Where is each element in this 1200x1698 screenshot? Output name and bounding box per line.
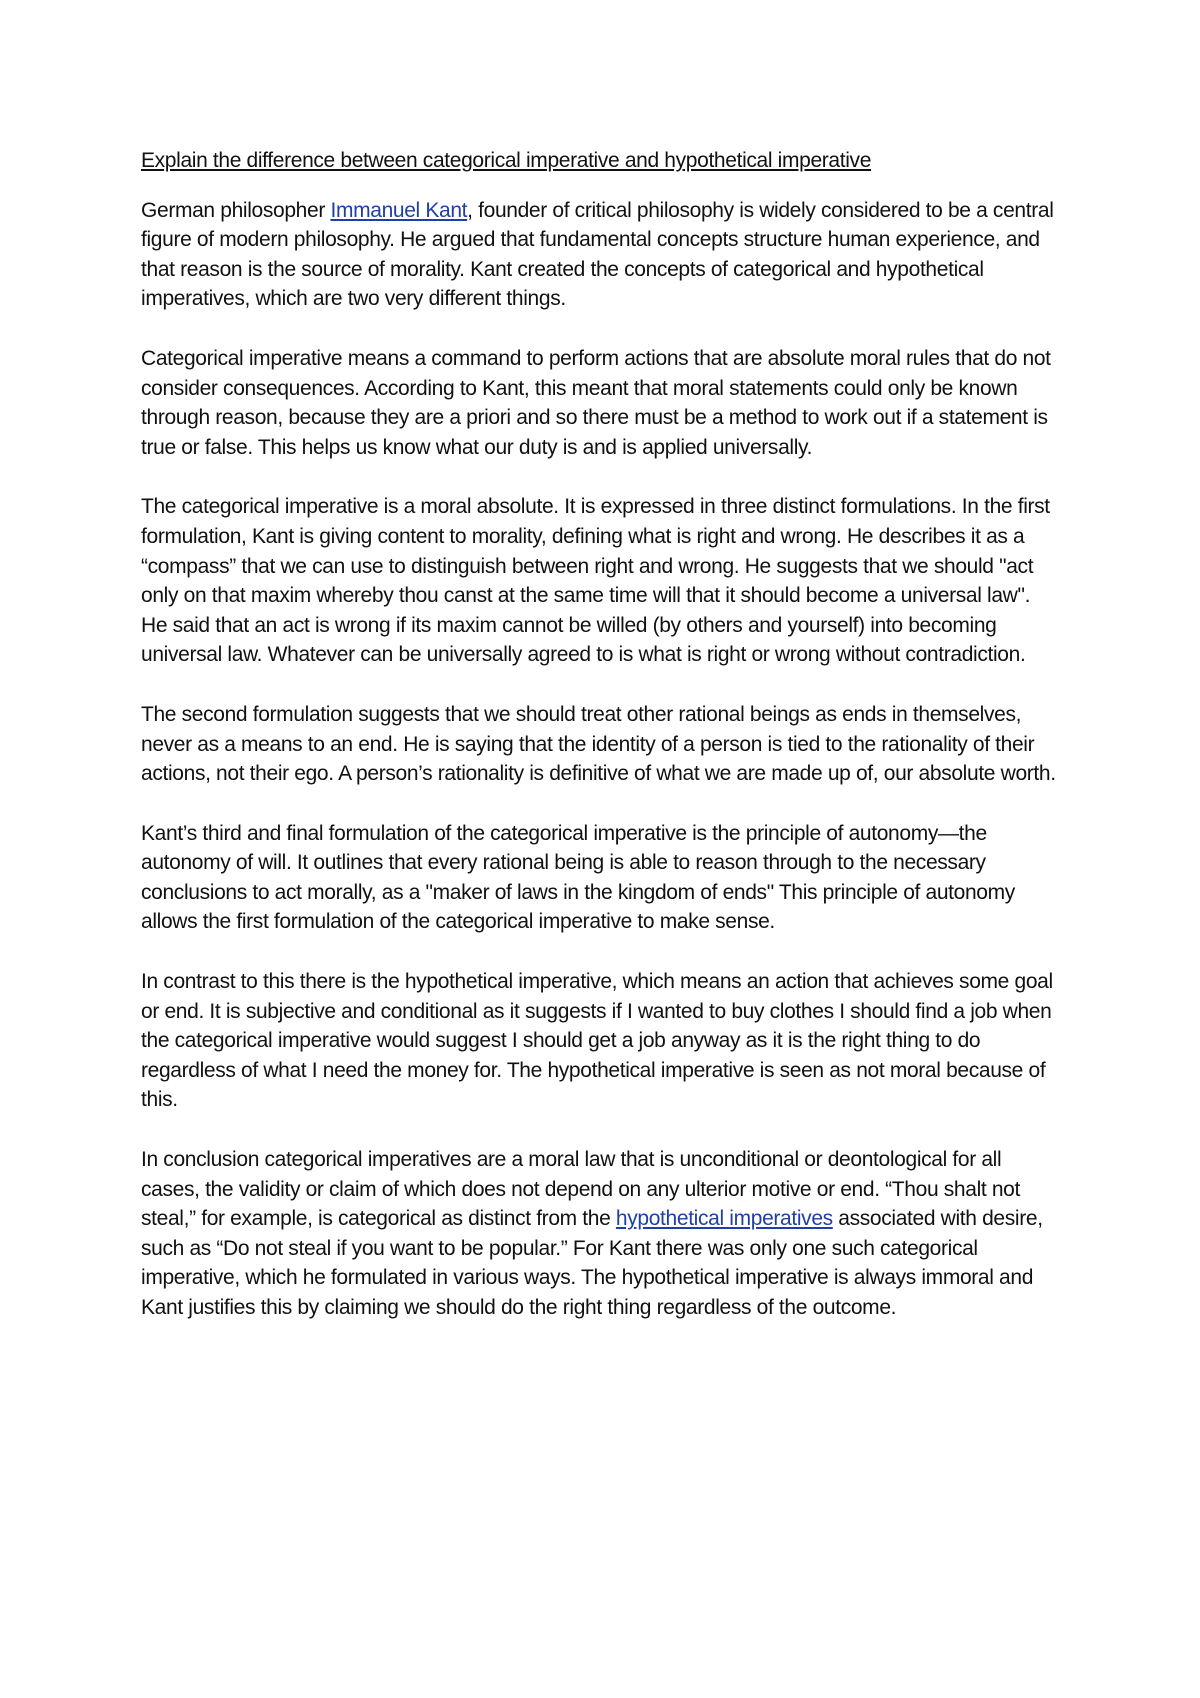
paragraph-7 — [141, 1145, 1061, 1323]
immanuel-kant-link[interactable]: Immanuel Kant — [330, 198, 468, 222]
paragraph-4: The second formulation suggests that we should treat other rational beings as ends in themselves, never as a means to an end. He is saying that the identity of a person is tied to the rationality of their actions, not their ego. A person’s rationality is definitive of what we are made up of, our absolute worth. — [141, 702, 1056, 786]
paragraph-2: Categorical imperative means a command to perform actions that are absolute moral rules that do not consider consequences. According to Kant, this meant that moral statements could only be known through reason, because they are a priori and so there must be a method to work out if a statement is true or false. This helps us know what our duty is and is applied universally. — [141, 346, 1051, 459]
paragraph-5: Kant’s third and final formulation of the categorical imperative is the principle of autonomy—the autonomy of will. It outlines that every rational being is able to reason through to the necessary conclusions to act morally, as a "maker of laws in the kingdom of ends" This principle of autonomy allows the first formulation of the categorical imperative to make sense. — [141, 821, 1015, 934]
paragraph-3: The categorical imperative is a moral absolute. It is expressed in three distinct formulations. In the first formulation, Kant is giving content to morality, defining what is right and wrong. He describes it as a “compass” that we can use to distinguish between right and wrong. He suggests that we should "act only on that maxim whereby thou canst at the same time will that it should become a universal law". He said that an act is wrong if its maxim cannot be willed (by others and yourself) into becoming universal law. Whatever can be universally agreed to is what is right or wrong without contradiction. — [141, 495, 1050, 667]
paragraph-7-text-start: In conclusion categorical imperatives are a moral law that is unconditional or deontological for all cases, the validity or claim of which does not depend on any ulterior motive or end. “Thou shalt not steal,” for example, is categorical as distinct from the — [141, 1148, 1020, 1231]
document-body — [141, 146, 1061, 1353]
paragraph-1-text-end: , founder of critical philosophy is widely considered to be a central figure of modern philosophy. He argued that fundamental concepts structure human experience, and that reason is the source of morality. Kant created the concepts of categorical and hypothetical imperatives, which are two very different things. — [141, 198, 1054, 311]
paragraph-7-text-end: associated with desire, such as “Do not steal if you want to be popular.” For Kant there was only one such categorical imperative, which he formulated in various ways. The hypothetical imperative is always immoral and Kant justifies this by claiming we should do the right thing regardless of the outcome. — [141, 1207, 1043, 1319]
paragraph-1-text-start: German philosopher — [141, 198, 331, 222]
paragraph-6: In contrast to this there is the hypothetical imperative, which means an action that achieves some goal or end. It is subjective and conditional as it suggests if I wanted to buy clothes I should find a job when the categorical imperative would suggest I should get a job anyway as it is the right thing to do regardless of what I need the money for. The hypothetical imperative is seen as not moral because of this. — [141, 970, 1053, 1112]
paragraph-1 — [141, 196, 1061, 314]
document-title: Explain the difference between categorical imperative and hypothetical imperative — [141, 149, 872, 172]
hypothetical-imperatives-link[interactable]: hypothetical imperatives — [615, 1207, 833, 1231]
